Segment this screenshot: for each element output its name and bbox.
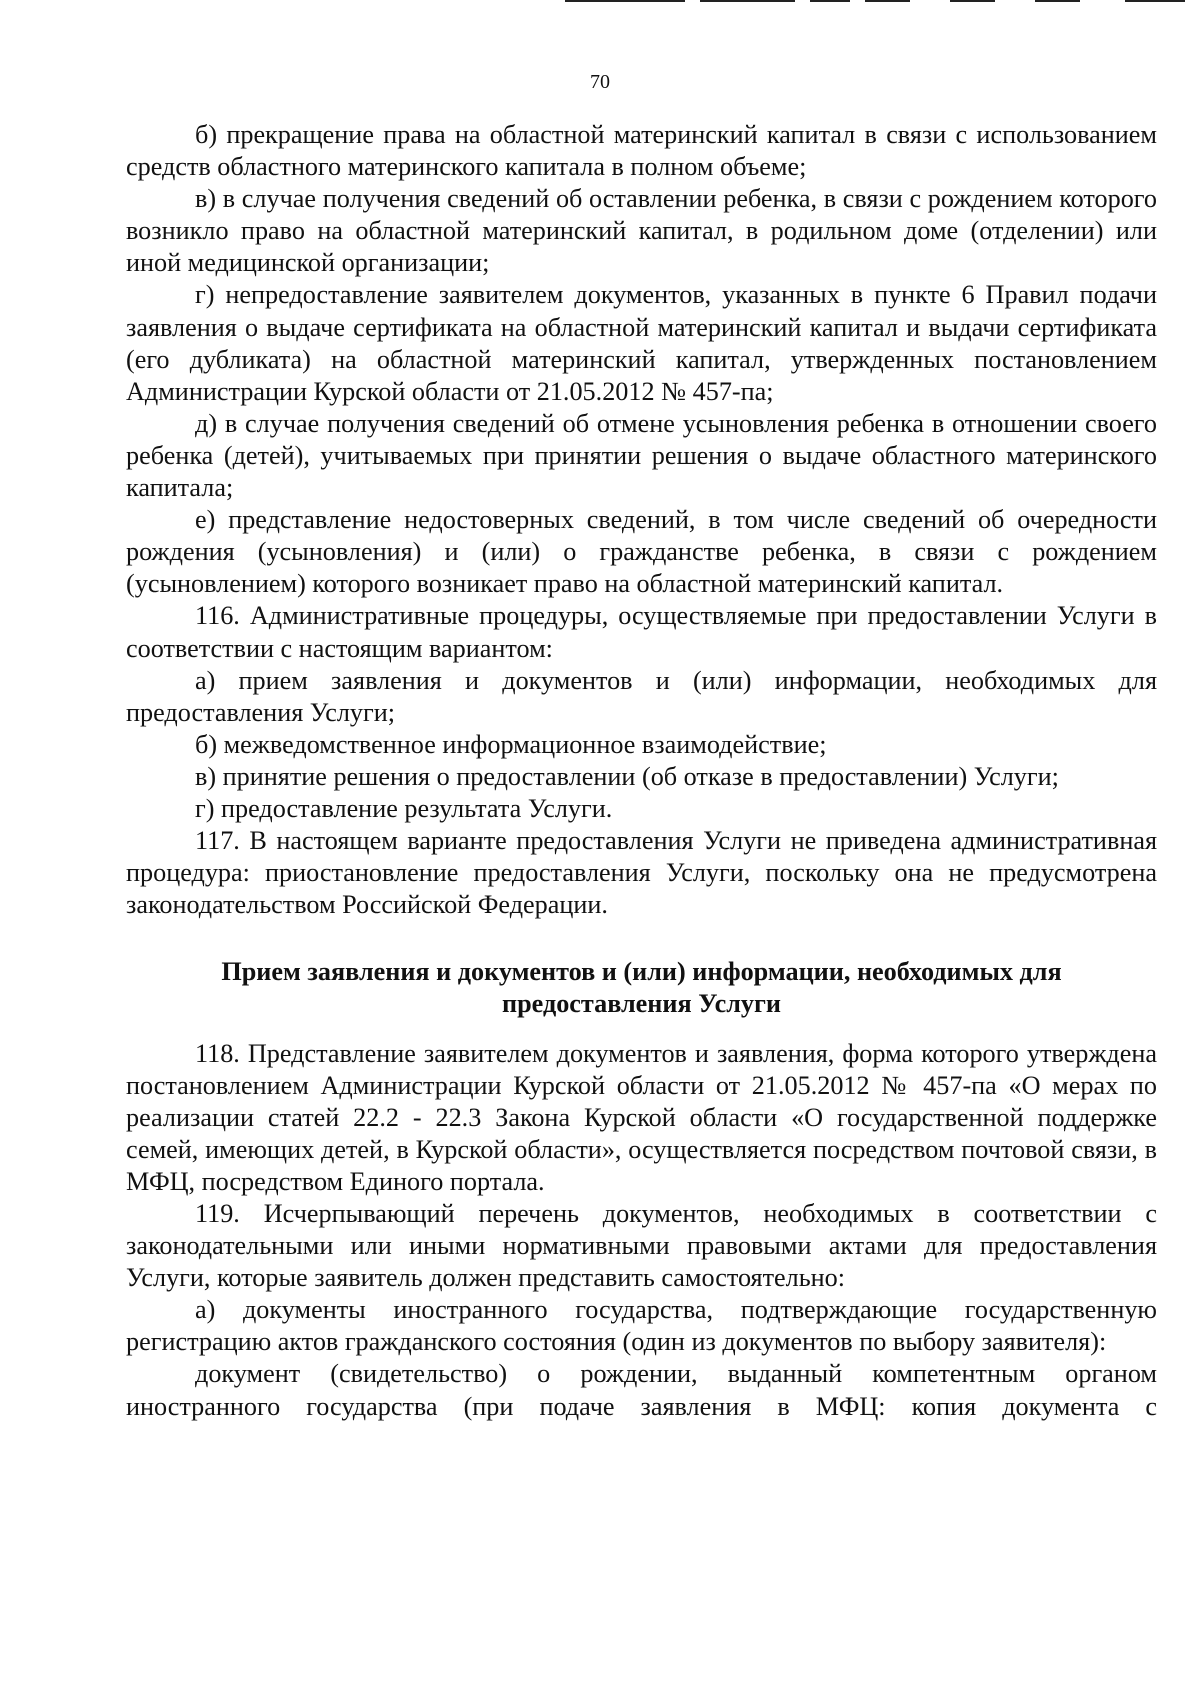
paragraph-118: 118. Представление заявителем документов и заявления, форма которого утверждена постановлением Администрации Курской области от 21.05.2012 № 457-па «О мерах по реализации статей 22.2 - 22.3 Закона Курской области «О государственной поддержке семей, имеющих детей, в Курской области», осуществляется посредством почтовой связи, в МФЦ, посредством Единого портала.	[126, 1038, 1157, 1196]
paragraph-116-a: а) прием заявления и документов и (или) информации, необходимых для предоставления Услуги;	[126, 665, 1157, 727]
paragraph-e-false-info: е) представление недостоверных сведений, в том числе сведений об очередности рождения (усыновления) и (или) о гражданстве ребенка, в связи с рождением (усыновлением) которого возникает право на областной материнский капитал.	[126, 505, 1157, 599]
paragraph-g-documents-missing: г) непредоставление заявителем документов, указанных в пункте 6 Правил подачи заявления о выдаче сертификата на областной материнский капитал и выдачи сертификата (его дубликата) на областной материнский капитал, утвержденных постановлением Администрации Курской области от 21.05.2012 № 457-па;	[126, 280, 1157, 406]
paragraph-116-g: г) предоставление результата Услуги.	[195, 793, 613, 823]
paragraph-b-termination: б) прекращение права на областной материнский капитал в связи с использованием средств областного материнского капитала в полном объеме;	[126, 120, 1157, 182]
paragraph-v-abandonment: в) в случае получения сведений об оставлении ребенка, в связи с рождением которого возникло право на областной материнский капитал, в родильном доме (отделении) или иной медицинской организации;	[126, 184, 1157, 278]
paragraph-116-b: б) межведомственное информационное взаимодействие;	[195, 729, 827, 759]
paragraph-116: 116. Административные процедуры, осуществляемые при предоставлении Услуги в соответствии с настоящим вариантом:	[126, 601, 1157, 663]
paragraph-birth-certificate: документ (свидетельство) о рождении, выданный компетентным органом иностранного государства (при подаче заявления в МФЦ: копия документа с	[126, 1359, 1157, 1421]
paragraph-116-v: в) принятие решения о предоставлении (об отказе в предоставлении) Услуги;	[195, 761, 1059, 791]
top-scan-rule	[565, 0, 1200, 3]
paragraph-119: 119. Исчерпывающий перечень документов, необходимых в соответствии с законодательными или иными нормативными правовыми актами для предоставления Услуги, которые заявитель должен представить самостоятельно:	[126, 1199, 1157, 1293]
page-number: 70	[590, 71, 610, 93]
paragraph-119-a: а) документы иностранного государства, подтверждающие государственную регистрацию актов гражданского состояния (один из документов по выбору заявителя):	[126, 1295, 1157, 1357]
paragraph-117: 117. В настоящем варианте предоставления Услуги не приведена административная процедура: приостановление предоставления Услуги, поскольку она не предусмотрена законодательством Российской Федерации.	[126, 826, 1157, 920]
section-heading-line-2: предоставления Услуги	[502, 989, 781, 1019]
section-heading	[126, 956, 1157, 1020]
paragraph-d-adoption-cancel: д) в случае получения сведений об отмене усыновления ребенка в отношении своего ребенка (детей), учитываемых при принятии решения о выдаче областного материнского капитала;	[126, 408, 1157, 503]
section-heading-line-1: Прием заявления и документов и (или) информации, необходимых для	[221, 957, 1062, 987]
document-body	[126, 119, 1157, 1423]
